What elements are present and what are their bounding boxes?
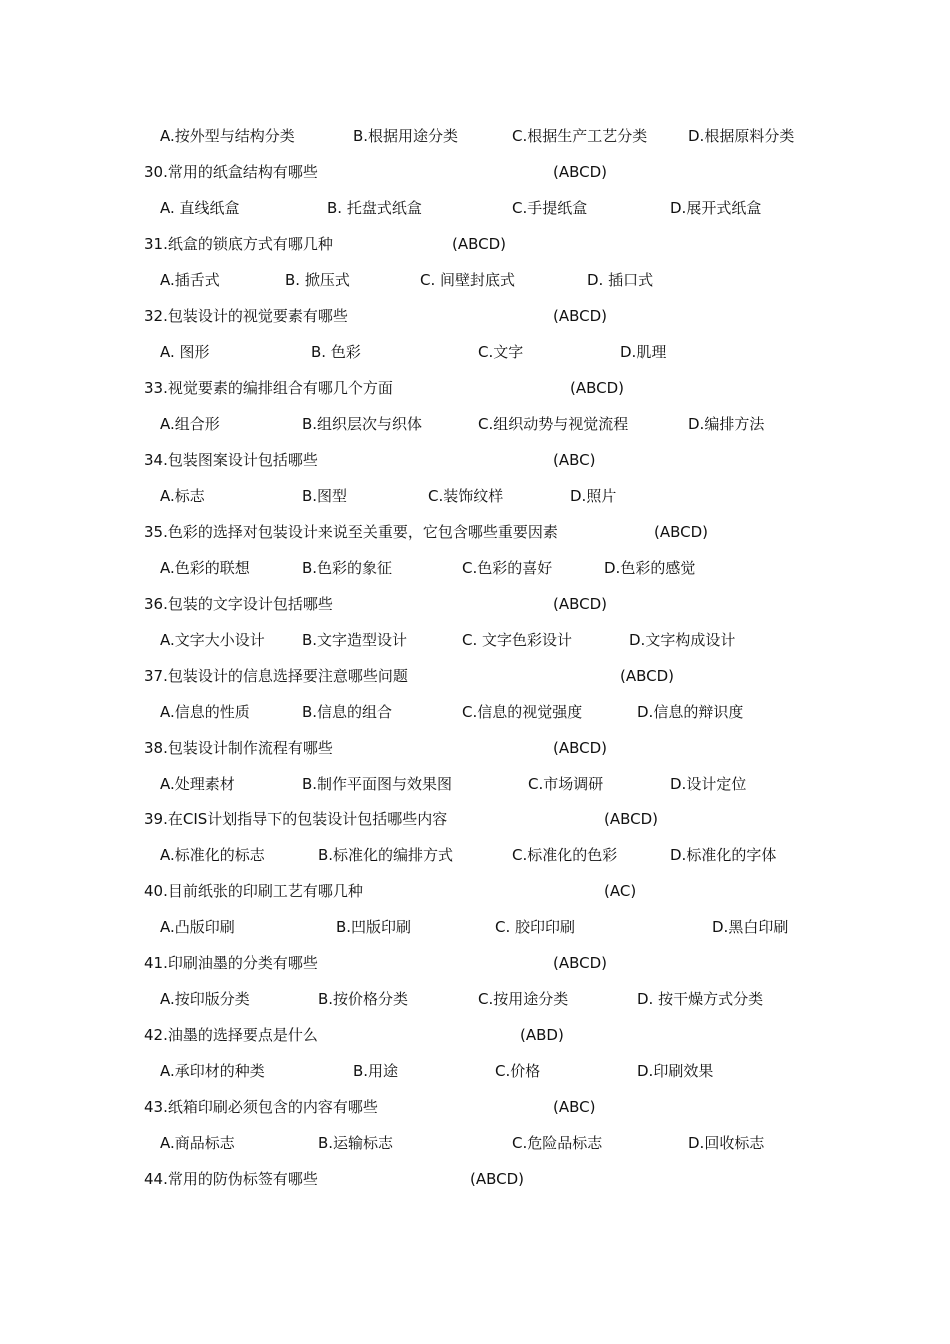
option: A.色彩的联想 [160,559,250,577]
option: B. 色彩 [311,343,361,361]
answer-key: (ABC) [553,1098,596,1116]
question-text: 35.色彩的选择对包装设计来说至关重要，它包含哪些重要因素 [144,523,558,541]
option: C.危险品标志 [512,1134,603,1152]
question-row [0,664,950,688]
option: D.回收标志 [688,1134,765,1152]
option: A. 直线纸盒 [160,199,240,217]
option-row [0,484,950,508]
option: A.信息的性质 [160,703,250,721]
answer-key: (ABCD) [553,954,608,972]
question-text: 31.纸盒的锁底方式有哪几种 [144,235,333,253]
option: C.信息的视觉强度 [462,703,583,721]
question-text: 34.包装图案设计包括哪些 [144,451,318,469]
option: B.图型 [302,487,348,505]
question-row [0,1023,950,1047]
option: A. 图形 [160,343,210,361]
option: C.文字 [478,343,524,361]
option: C.标准化的色彩 [512,846,618,864]
option-row [0,843,950,867]
option: C.组织动势与视觉流程 [478,415,629,433]
option: B.用途 [353,1062,399,1080]
option: C.市场调研 [528,775,604,793]
option-row [0,196,950,220]
option: D.信息的辩识度 [637,703,744,721]
question-text: 37.包装设计的信息选择要注意哪些问题 [144,667,408,685]
option-row [0,915,950,939]
option: A.处理素材 [160,775,235,793]
option: A.承印材的种类 [160,1062,265,1080]
option: D.编排方法 [688,415,765,433]
option: B.制作平面图与效果图 [302,775,453,793]
answer-key: (ABCD) [470,1170,525,1188]
question-text: 38.包装设计制作流程有哪些 [144,739,333,757]
question-text: 44.常用的防伪标签有哪些 [144,1170,318,1188]
option: D.黑白印刷 [712,918,789,936]
answer-key: (ABCD) [654,523,709,541]
answer-key: (ABCD) [452,235,507,253]
option-row [0,412,950,436]
option: A.标准化的标志 [160,846,265,864]
question-text: 32.包装设计的视觉要素有哪些 [144,307,348,325]
answer-key: (ABD) [520,1026,564,1044]
answer-key: (ABCD) [553,307,608,325]
answer-key: (ABCD) [553,163,608,181]
option-row [0,700,950,724]
option: B.信息的组合 [302,703,393,721]
option: A.组合形 [160,415,220,433]
option: A.文字大小设计 [160,631,265,649]
option: A.商品标志 [160,1134,235,1152]
option: D.肌理 [620,343,667,361]
question-row [0,1095,950,1119]
option: D.根据原料分类 [688,127,795,145]
option: B.按价格分类 [318,990,409,1008]
option: A.凸版印刷 [160,918,235,936]
answer-key: (AC) [604,882,637,900]
option: D.文字构成设计 [629,631,736,649]
question-row [0,520,950,544]
answer-key: (ABCD) [620,667,675,685]
option: D.展开式纸盒 [670,199,762,217]
question-text: 30.常用的纸盒结构有哪些 [144,163,318,181]
question-text: 39.在CIS计划指导下的包装设计包括哪些内容 [144,810,448,828]
option: B.凹版印刷 [336,918,412,936]
question-row [0,879,950,903]
option: B. 掀压式 [285,271,350,289]
option-row [0,556,950,580]
question-row [0,736,950,760]
option: B.组织层次与织体 [302,415,423,433]
option: B.根据用途分类 [353,127,459,145]
option: B.运输标志 [318,1134,394,1152]
option: A.插舌式 [160,271,220,289]
question-text: 33.视觉要素的编排组合有哪几个方面 [144,379,393,397]
option: C.按用途分类 [478,990,569,1008]
option: C. 间壁封底式 [420,271,516,289]
option: C.装饰纹样 [428,487,504,505]
question-text: 43.纸箱印刷必须包含的内容有哪些 [144,1098,378,1116]
answer-key: (ABC) [553,451,596,469]
option: D.设计定位 [670,775,747,793]
question-row [0,376,950,400]
option: D. 插口式 [587,271,654,289]
question-row [0,160,950,184]
option: C.价格 [495,1062,541,1080]
answer-key: (ABCD) [553,739,608,757]
option: A.按外型与结构分类 [160,127,295,145]
option: B.色彩的象征 [302,559,393,577]
option: C. 胶印印刷 [495,918,576,936]
question-text: 36.包装的文字设计包括哪些 [144,595,333,613]
option: D.印刷效果 [637,1062,714,1080]
option: D.照片 [570,487,617,505]
option: C.根据生产工艺分类 [512,127,648,145]
question-row [0,1167,950,1191]
question-text: 42.油墨的选择要点是什么 [144,1026,318,1044]
question-row [0,232,950,256]
option: D.色彩的感觉 [604,559,696,577]
option: A.按印版分类 [160,990,250,1008]
option: A.标志 [160,487,205,505]
option-row [0,124,950,148]
option: C. 文字色彩设计 [462,631,573,649]
answer-key: (ABCD) [570,379,625,397]
option: C.色彩的喜好 [462,559,553,577]
option-row [0,987,950,1011]
question-row [0,304,950,328]
question-row [0,592,950,616]
question-row [0,951,950,975]
question-row [0,807,950,831]
option-row [0,628,950,652]
option-row [0,772,950,796]
question-row [0,448,950,472]
answer-key: (ABCD) [553,595,608,613]
option: B.文字造型设计 [302,631,408,649]
option-row [0,1059,950,1083]
option: D. 按干燥方式分类 [637,990,764,1008]
answer-key: (ABCD) [604,810,659,828]
question-text: 40.目前纸张的印刷工艺有哪几种 [144,882,363,900]
option: D.标准化的字体 [670,846,777,864]
option-row [0,340,950,364]
option: C.手提纸盒 [512,199,588,217]
option-row [0,268,950,292]
option: B. 托盘式纸盒 [327,199,422,217]
option: B.标准化的编排方式 [318,846,454,864]
option-row [0,1131,950,1155]
question-text: 41.印刷油墨的分类有哪些 [144,954,318,972]
